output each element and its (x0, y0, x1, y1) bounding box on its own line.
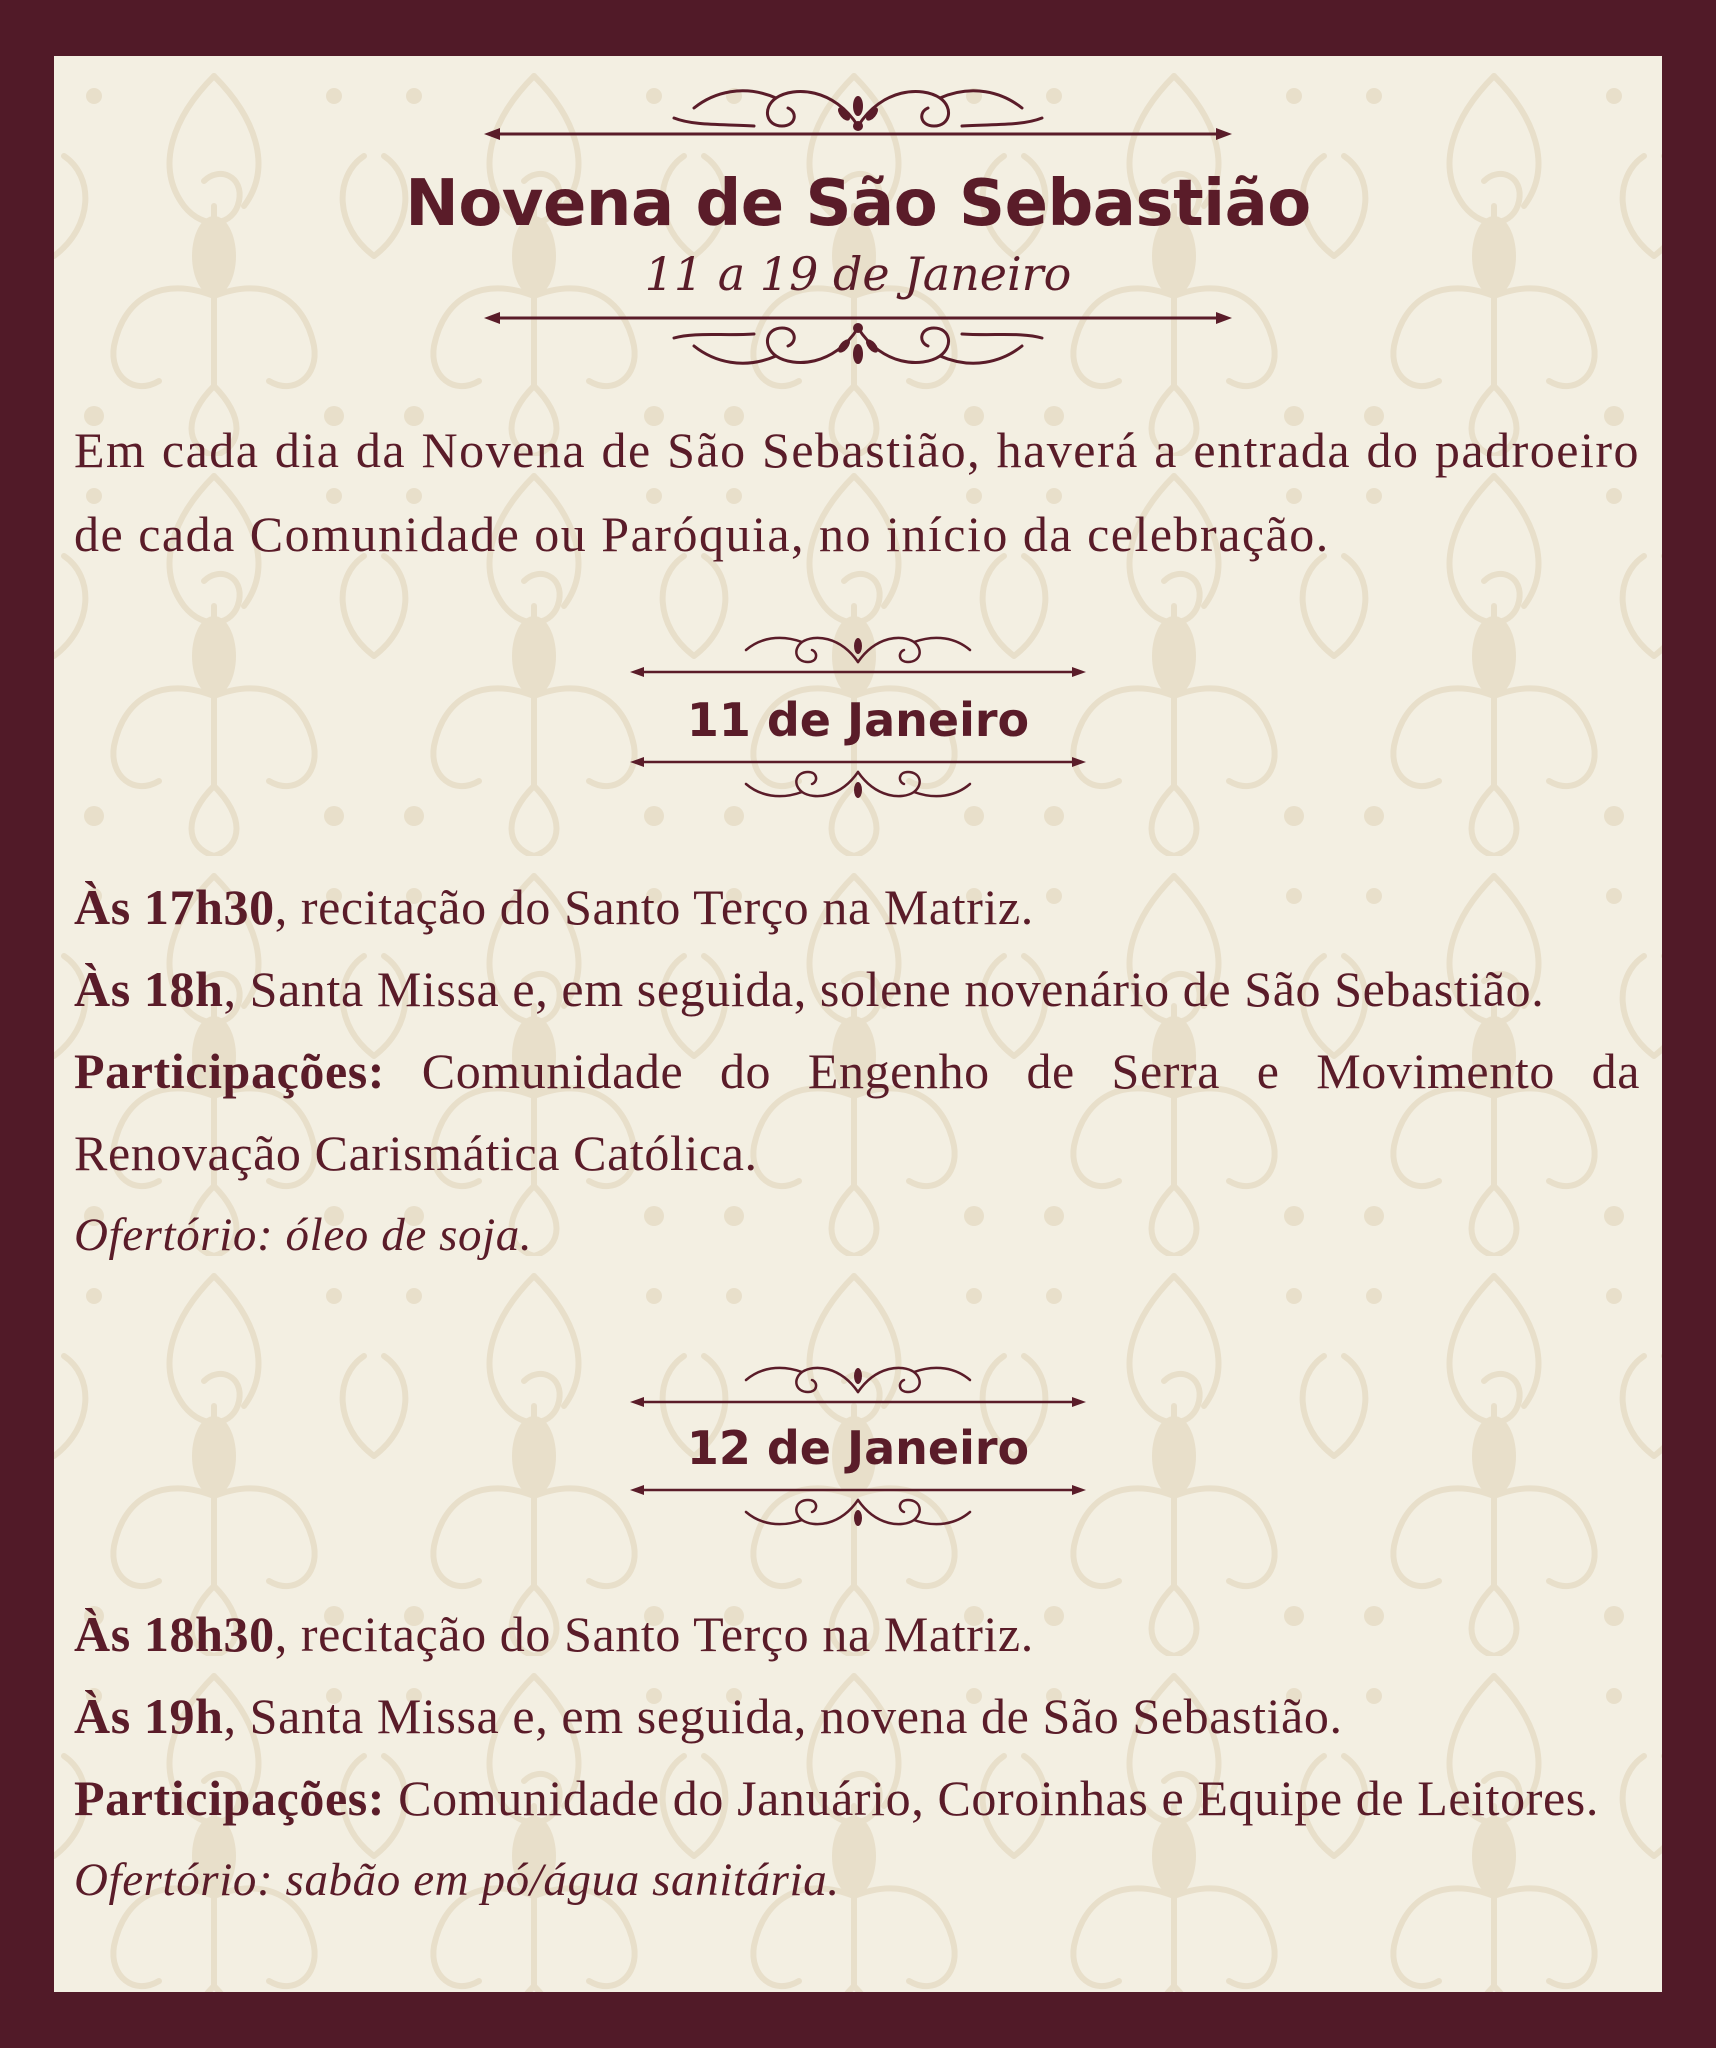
day1-ornament-upper (54, 616, 1662, 696)
day2-ornament-upper (54, 1346, 1662, 1426)
day1-schedule (74, 866, 1640, 1276)
day1-rosary-text: , recitação do Santo Terço na Matriz. (274, 879, 1034, 935)
day1-mass-line (74, 948, 1640, 1030)
day2-participations-label: Participações: (74, 1770, 386, 1826)
page-subtitle: 11 a 19 de Janeiro (644, 247, 1072, 301)
day2-schedule (74, 1593, 1640, 1921)
day1-offering: Ofertório: óleo de soja. (74, 1209, 533, 1261)
day2-participations-text: Comunidade do Januário, Coroinhas e Equipe de Leitores. (385, 1770, 1599, 1826)
day2-ornament-lower (54, 1476, 1662, 1556)
day2-rosary-text: , recitação do Santo Terço na Matriz. (274, 1606, 1034, 1662)
day2-rosary-line (74, 1593, 1640, 1675)
day1-date: 11 de Janeiro (686, 693, 1030, 747)
day2-date: 12 de Janeiro (686, 1421, 1030, 1475)
day2-offering: Ofertório: sabão em pó/água sanitária. (74, 1854, 840, 1906)
day2-mass-line (74, 1675, 1640, 1757)
day2-participations-line (74, 1757, 1640, 1839)
day1-rosary-time: Às 17h30 (74, 879, 275, 935)
day2-rosary-time: Às 18h30 (74, 1606, 275, 1662)
day1-participations-text: Comunidade do Engenho de Serra e Movimento da Renovação Carismática Católica. (74, 1043, 1640, 1181)
top-ornament-upper (54, 78, 1662, 158)
day2-mass-time: Às 19h (74, 1688, 224, 1744)
day1-mass-time: Às 18h (74, 961, 224, 1017)
day1-mass-text: , Santa Missa e, em seguida, solene novenário de São Sebastião. (223, 961, 1545, 1017)
day1-ornament-lower (54, 748, 1662, 828)
day2-mass-text: , Santa Missa e, em seguida, novena de São Sebastião. (223, 1688, 1343, 1744)
page-title: Novena de São Sebastião (405, 167, 1311, 241)
intro-paragraph: Em cada dia da Novena de São Sebastião, haverá a entrada do padroeiro de cada Comunidade ou Paróquia, no início da celebração. (74, 422, 1640, 562)
novena-card (54, 56, 1662, 1992)
day1-rosary-line (74, 866, 1640, 948)
day1-participations-label: Participações: (74, 1043, 386, 1099)
day1-participations-line (74, 1030, 1640, 1194)
top-ornament-lower (54, 304, 1662, 384)
